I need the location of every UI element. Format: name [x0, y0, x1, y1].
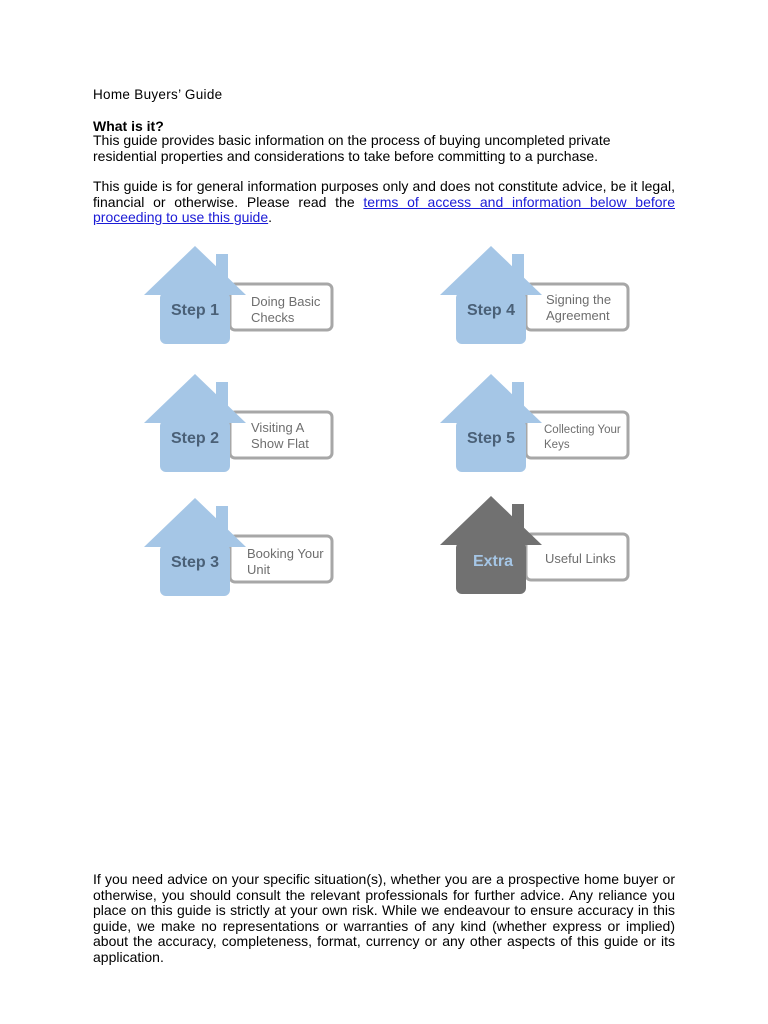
disclaimer-end: .: [268, 209, 273, 225]
step-1-house-label: Step 1: [170, 302, 220, 319]
step-4-label-box: [526, 284, 628, 330]
step-5-button[interactable]: [440, 374, 632, 474]
step-5-house-roof: [440, 374, 542, 423]
step-5-title-line2: Keys: [544, 439, 570, 451]
step-1-button[interactable]: [144, 246, 336, 346]
step-3-title-line1: Booking Your: [247, 546, 324, 561]
step-4-title-line2: Agreement: [546, 308, 610, 323]
disclaimer-paragraph: [93, 179, 675, 226]
step-4-house-label: Step 4: [466, 302, 516, 319]
step-1-house-roof: [144, 246, 246, 295]
step-4-house-roof: [440, 246, 542, 295]
step-3-button[interactable]: [144, 498, 336, 598]
extra-house-roof: [440, 496, 542, 545]
step-2-title-line2: Show Flat: [251, 436, 309, 451]
extra-title-line1: Useful Links: [545, 551, 616, 566]
step-4-title-line1: Signing the: [546, 292, 612, 307]
section-heading-what-is-it: What is it?: [93, 118, 164, 134]
step-2-title-line1: Visiting A: [251, 420, 305, 435]
step-3-title-line2: Unit: [247, 562, 271, 577]
step-2-label-box: [230, 412, 332, 458]
extra-house-label: Extra: [472, 553, 514, 570]
step-2-button[interactable]: [144, 374, 336, 474]
step-5-title-line1: Collecting Your: [544, 424, 621, 436]
step-3-house-label: Step 3: [170, 554, 220, 571]
step-5-house-label: Step 5: [466, 430, 516, 447]
advice-paragraph: If you need advice on your specific situation(s), whether you are a prospective home buyer or otherwise, you should consult the relevant professionals for further advice. Any reliance you place on this guide is strictly at your own risk. While we endeavour to ensure accuracy in this guide, we make no representations or warranties of any kind (whether express or implied) about the accuracy, completeness, format, currency or any other aspects of this guide or its application.: [93, 871, 675, 965]
intro-paragraph: This guide provides basic information on the process of buying uncompleted private residential properties and considerations to take before committing to a purchase.: [93, 132, 611, 164]
step-1-title-line1: Doing Basic: [251, 294, 321, 309]
disclaimer-text: This guide is for general information purposes only and does not constitute advice, be it legal, financial or otherwise. Please read the: [93, 178, 675, 210]
step-3-house-roof: [144, 498, 246, 547]
step-2-house-label: Step 2: [170, 430, 220, 447]
terms-of-access-link[interactable]: terms of access and information below before proceeding to use this guide: [93, 193, 675, 225]
step-2-house-roof: [144, 374, 246, 423]
step-4-button[interactable]: [440, 246, 632, 346]
step-1-title-line2: Checks: [251, 310, 295, 325]
extra-useful-links-button[interactable]: [440, 496, 632, 596]
document-title: Home Buyers’ Guide: [93, 87, 223, 102]
